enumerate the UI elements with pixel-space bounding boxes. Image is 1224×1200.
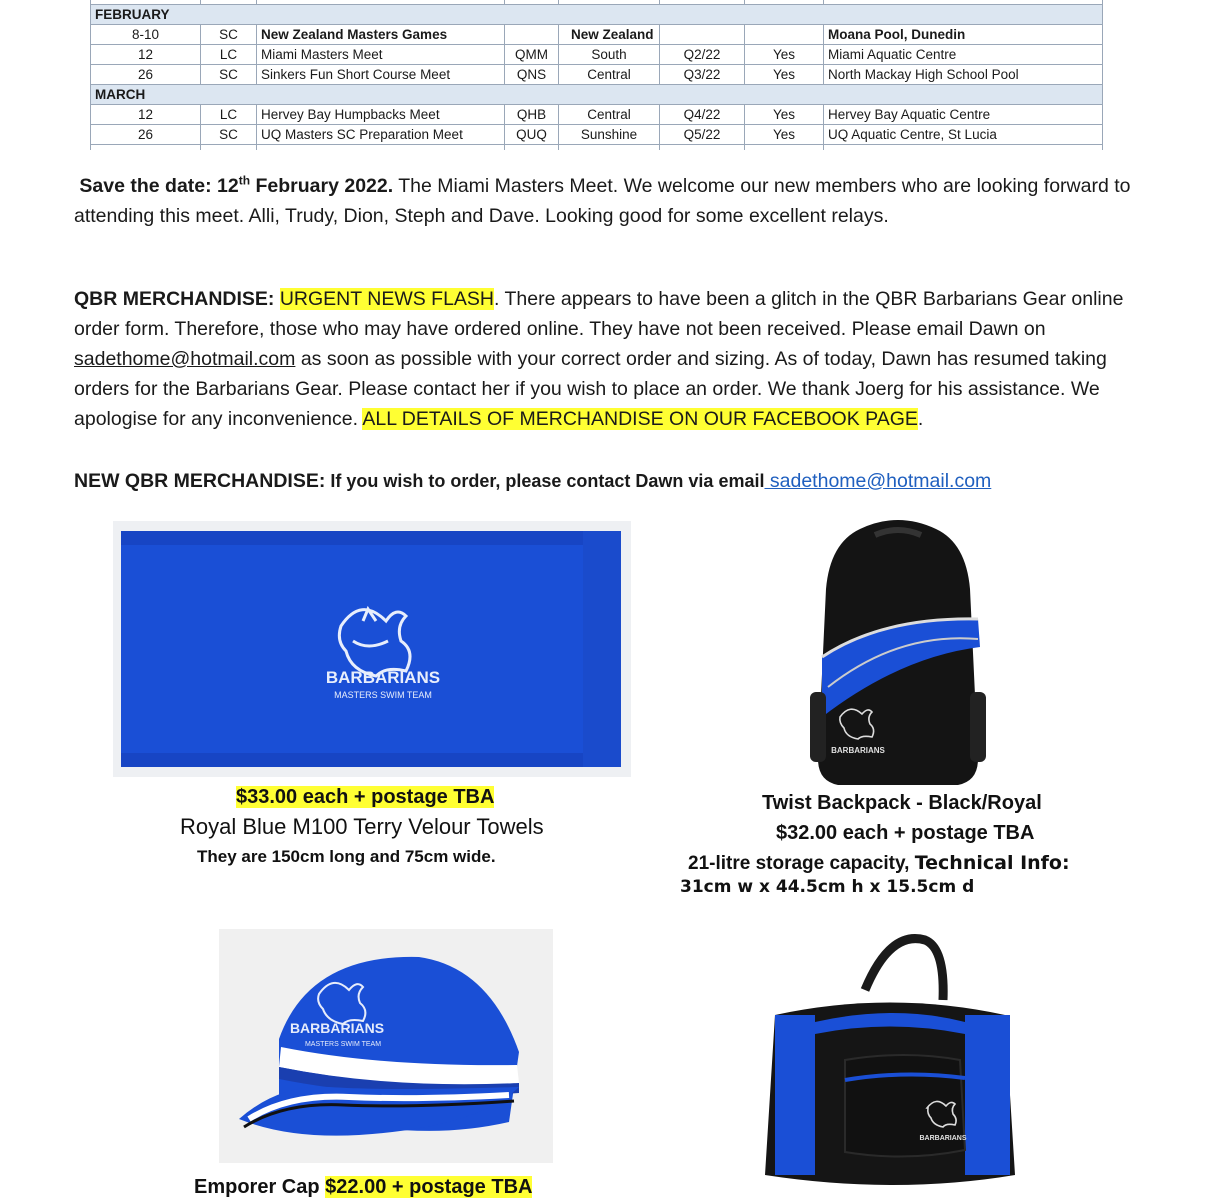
event-name: Sinkers Fun Short Course Meet: [257, 65, 505, 85]
event-recognised: Yes: [745, 105, 824, 125]
towel-logo-text: BARBARIANS: [325, 668, 441, 687]
cap-photo: [219, 929, 553, 1163]
event-row: [91, 25, 1103, 45]
save-date-body: The Miami Masters Meet. We welcome our new members who are looking forward to attending this meet. Alli, Trudy, Dion, Steph and Dave. Looking good for some excellent relays.: [74, 175, 1131, 227]
event-number: Q4/22: [660, 105, 745, 125]
merch-heading: QBR MERCHANDISE:: [74, 288, 275, 310]
event-number: Q5/22: [660, 125, 745, 145]
event-venue: Miami Aquatic Centre: [824, 45, 1103, 65]
event-course: LC: [201, 45, 257, 65]
cap-logo-subtext: MASTERS SWIM TEAM: [304, 1041, 382, 1048]
new-merch-paragraph: [74, 466, 1164, 496]
event-course: SC: [201, 125, 257, 145]
backpack-name: Twist Backpack - Black/Royal: [762, 792, 1042, 814]
event-name: Miami Masters Meet: [257, 45, 505, 65]
backpack-price: $32.00 each + postage TBA: [776, 822, 1035, 844]
event-row: [91, 125, 1103, 145]
event-name: New Zealand Masters Games: [257, 25, 505, 45]
towel-photo: [113, 521, 631, 777]
event-row: [91, 105, 1103, 125]
month-row: [91, 85, 1103, 105]
event-number: Q3/22: [660, 65, 745, 85]
event-region: Sunshine: [559, 125, 660, 145]
event-code: QMM: [505, 45, 559, 65]
month-label: FEBRUARY: [91, 5, 1103, 25]
towel-price: $33.00 each + postage TBA: [236, 786, 495, 808]
event-course: SC: [201, 25, 257, 45]
backpack-illustration: [800, 517, 995, 792]
event-recognised: Yes: [745, 125, 824, 145]
event-code: QUQ: [505, 125, 559, 145]
month-row: [91, 5, 1103, 25]
merch-text-end: .: [917, 408, 924, 430]
event-course: SC: [201, 65, 257, 85]
dawn-email-link[interactable]: sadethome@hotmail.com: [74, 348, 296, 370]
meet-calendar-table: [90, 0, 1103, 151]
event-venue: UQ Aquatic Centre, St Lucia: [824, 125, 1103, 145]
cap-illustration: [219, 929, 553, 1163]
event-code: QNS: [505, 65, 559, 85]
towel-illustration: [113, 521, 631, 777]
event-course: LC: [201, 105, 257, 125]
event-date: 12: [91, 45, 201, 65]
cap-logo-text: BARBARIANS: [289, 1020, 385, 1036]
event-date: 8-10: [91, 25, 201, 45]
cap-caption: Emporer Cap $22.00 + postage TBA: [194, 1176, 533, 1198]
event-venue: Hervey Bay Aquatic Centre: [824, 105, 1103, 125]
event-region: Central: [559, 105, 660, 125]
sports-bag-photo: [755, 930, 1025, 1195]
save-the-date-paragraph: [74, 171, 1164, 231]
event-name: UQ Masters SC Preparation Meet: [257, 125, 505, 145]
bag-logo-text: BARBARIANS: [919, 1135, 967, 1142]
event-venue: North Mackay High School Pool: [824, 65, 1103, 85]
facebook-notice-highlight: ALL DETAILS OF MERCHANDISE ON OUR FACEBOOK PAGE: [362, 408, 918, 430]
event-code: [505, 25, 559, 45]
event-date: 12: [91, 105, 201, 125]
towel-logo-subtext: MASTERS SWIM TEAM: [334, 690, 432, 700]
event-venue: Moana Pool, Dunedin: [824, 25, 1103, 45]
new-merch-text: If you wish to order, please contact Dawn via email: [325, 471, 765, 491]
event-row: [91, 65, 1103, 85]
event-region: South: [559, 45, 660, 65]
event-number: [660, 25, 745, 45]
event-number: Q2/22: [660, 45, 745, 65]
event-date: 26: [91, 125, 201, 145]
new-merch-email-link[interactable]: sadethome@hotmail.com: [764, 470, 992, 492]
event-code: QHB: [505, 105, 559, 125]
towel-size: They are 150cm long and 75cm wide.: [197, 847, 496, 866]
event-date: 26: [91, 65, 201, 85]
event-name: Hervey Bay Humpbacks Meet: [257, 105, 505, 125]
month-label: MARCH: [91, 85, 1103, 105]
event-recognised: Yes: [745, 65, 824, 85]
merch-text-1: . There appears to have been a glitch in the QBR Barbarians Gear online order form. Therefore, those who may have ordered online. They have not been received. Please email Dawn on: [74, 288, 1124, 340]
event-recognised: Yes: [745, 45, 824, 65]
backpack-capacity: 21-litre storage capacity, Technical Info:: [688, 852, 1070, 874]
event-row: [91, 45, 1103, 65]
urgent-news-flash: URGENT NEWS FLASH: [279, 288, 495, 310]
sports-bag-illustration: [755, 930, 1025, 1195]
backpack-logo-text: BARBARIANS: [831, 746, 885, 755]
backpack-photo: [800, 517, 995, 792]
towel-name: Royal Blue M100 Terry Velour Towels: [180, 814, 544, 839]
event-region: Central: [559, 65, 660, 85]
merch-notice-paragraph: [74, 284, 1164, 434]
new-merch-heading: NEW QBR MERCHANDISE:: [74, 470, 326, 492]
save-date-lead: Save the date: 12th February 2022.: [79, 173, 394, 197]
event-recognised: [745, 25, 824, 45]
table-cut-edge: [90, 150, 1104, 162]
backpack-dimensions: 31cm w x 44.5cm h x 15.5cm d: [680, 877, 975, 897]
merch-text-2: as soon as possible with your correct order and sizing. As of today, Dawn has resumed taking orders for the Barbarians Gear. Please contact her if you wish to place an order. We thank Joerg for his assistance. We apologise for any inconvenience.: [74, 348, 1107, 430]
event-region: New Zealand: [559, 25, 660, 45]
